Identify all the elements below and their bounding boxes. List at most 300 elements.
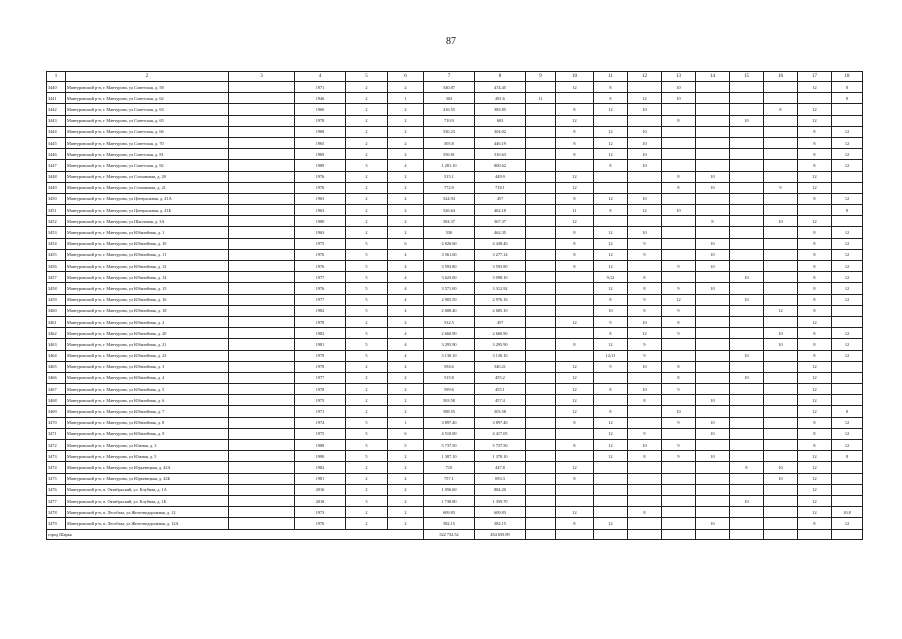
table-cell: 455.2 xyxy=(475,372,526,383)
table-cell: 1989 xyxy=(295,160,346,171)
table-cell xyxy=(526,484,556,495)
table-cell xyxy=(526,160,556,171)
table-cell xyxy=(832,182,863,193)
table-cell: 12 xyxy=(556,372,594,383)
table-cell: 8 xyxy=(798,283,832,294)
table-cell xyxy=(730,261,764,272)
table-cell: 8 xyxy=(556,339,594,350)
table-cell: Мантуровский р-н, г. Мантурово, ул Советская, д. 58 xyxy=(66,82,229,93)
table-cell: 3475 xyxy=(47,473,66,484)
table-cell xyxy=(730,305,764,316)
table-cell: Мантуровский р-н, г. Мантурово, ул Советская, д. 70 xyxy=(66,137,229,148)
table-cell: 10 xyxy=(628,227,662,238)
table-cell xyxy=(662,126,696,137)
table-cell xyxy=(556,294,594,305)
table-cell: 3 623.00 xyxy=(424,272,475,283)
table-cell xyxy=(730,316,764,327)
table-cell xyxy=(696,462,730,473)
table-cell: 1982 xyxy=(295,328,346,339)
table-cell: Мантуровский р-н, г. Мантурово, ул Юбилейная, д. 9 xyxy=(66,428,229,439)
table-cell xyxy=(229,417,295,428)
table-cell xyxy=(229,428,295,439)
table-cell: 3476 xyxy=(47,484,66,495)
table-cell: 12 xyxy=(556,216,594,227)
table-cell xyxy=(662,249,696,260)
table-cell xyxy=(764,193,798,204)
table-cell: 3440 xyxy=(47,82,66,93)
table-cell: 12 xyxy=(594,238,628,249)
table-cell xyxy=(628,529,662,540)
table-cell xyxy=(229,350,295,361)
table-cell xyxy=(526,104,556,115)
table-cell xyxy=(832,384,863,395)
table-cell: Мантуровский р-н, г. Мантурово, ул Юбилейная, д. 18 xyxy=(66,305,229,316)
table-cell: 12 xyxy=(662,294,696,305)
table-cell: 8 xyxy=(556,137,594,148)
table-cell xyxy=(229,495,295,506)
table-cell: 2 xyxy=(388,104,424,115)
table-cell: 693.3 xyxy=(475,473,526,484)
table-cell: 455.1 xyxy=(475,384,526,395)
table-cell xyxy=(526,115,556,126)
table-row xyxy=(47,126,863,137)
table-cell xyxy=(628,462,662,473)
table-cell xyxy=(229,339,295,350)
table-cell xyxy=(662,462,696,473)
table-cell: 8 xyxy=(556,440,594,451)
table-cell: 757.1 xyxy=(424,473,475,484)
table-cell: 12 xyxy=(556,361,594,372)
table-cell xyxy=(526,350,556,361)
table-cell: 582.15 xyxy=(475,518,526,529)
table-cell: 1990 xyxy=(295,451,346,462)
table-cell: 3445 xyxy=(47,137,66,148)
table-cell: 2 xyxy=(388,361,424,372)
table-cell: 9 xyxy=(594,316,628,327)
table-row xyxy=(47,283,863,294)
table-cell: 1 056.60 xyxy=(424,484,475,495)
table-cell: 8 xyxy=(628,395,662,406)
table-cell xyxy=(730,216,764,227)
table-cell: 12 xyxy=(764,305,798,316)
table-cell: 5 xyxy=(346,283,388,294)
table-cell: 2 xyxy=(346,473,388,484)
table-cell xyxy=(832,372,863,383)
table-cell: 8 xyxy=(594,294,628,305)
table-cell: 12 xyxy=(628,93,662,104)
table-cell xyxy=(832,216,863,227)
table-cell: Мантуровский р-н, г. Мантурово, ул Юрьевецкая, д. 42А xyxy=(66,462,229,473)
table-cell xyxy=(229,507,295,518)
table-cell: 1978 xyxy=(295,115,346,126)
table-cell: 15 xyxy=(730,72,764,82)
table-cell: 12 xyxy=(798,182,832,193)
table-cell xyxy=(832,495,863,506)
table-cell: 304.02 xyxy=(475,126,526,137)
table-row xyxy=(47,261,863,272)
table-cell: 5 xyxy=(346,451,388,462)
table-cell xyxy=(832,361,863,372)
table-cell: 3455 xyxy=(47,249,66,260)
housing-table xyxy=(46,71,863,540)
table-cell xyxy=(628,372,662,383)
table-cell: 18 xyxy=(832,72,863,82)
table-cell xyxy=(764,451,798,462)
table-cell xyxy=(594,171,628,182)
table-cell xyxy=(696,193,730,204)
table-cell: 8 xyxy=(798,428,832,439)
table-cell: 3 897.40 xyxy=(475,417,526,428)
table-cell: 12 xyxy=(556,171,594,182)
table-row xyxy=(47,316,863,327)
table-cell: 3 130.10 xyxy=(475,350,526,361)
table-cell: 9 xyxy=(628,294,662,305)
table-cell: 17 xyxy=(798,72,832,82)
table-cell: 2 xyxy=(388,182,424,193)
table-cell xyxy=(556,160,594,171)
table-cell: 8 xyxy=(556,417,594,428)
table-cell: 3460 xyxy=(47,305,66,316)
table-cell: 8 xyxy=(798,137,832,148)
table-row xyxy=(47,428,863,439)
table-cell: 12 xyxy=(798,451,832,462)
table-cell: 540.87 xyxy=(424,82,475,93)
table-cell: 2 xyxy=(388,406,424,417)
table-cell xyxy=(594,462,628,473)
table-cell: 9 xyxy=(662,305,696,316)
table-cell: 2 xyxy=(346,171,388,182)
table-cell xyxy=(696,294,730,305)
table-cell: 3451 xyxy=(47,205,66,216)
table-cell xyxy=(662,473,696,484)
table-cell: 8 xyxy=(556,249,594,260)
table-cell: 12 xyxy=(798,82,832,93)
table-cell xyxy=(730,227,764,238)
table-cell xyxy=(764,126,798,137)
table-cell: 800.62 xyxy=(475,160,526,171)
table-cell: 1 xyxy=(47,72,66,82)
table-cell: 4 xyxy=(388,339,424,350)
table-cell xyxy=(764,484,798,495)
table-cell: Мантуровский р-н, г. Мантурово, ул Центральная, д. 41А xyxy=(66,193,229,204)
table-cell xyxy=(628,406,662,417)
table-cell: 8 xyxy=(798,339,832,350)
table-cell xyxy=(556,93,594,104)
table-cell xyxy=(526,205,556,216)
table-cell: 2 xyxy=(388,137,424,148)
table-cell: Мантуровский р-н, г. Мантурово, ул Советская, д. 62 xyxy=(66,93,229,104)
table-cell xyxy=(832,529,863,540)
table-cell xyxy=(764,428,798,439)
table-cell: 12 xyxy=(556,462,594,473)
table-cell xyxy=(594,395,628,406)
table-cell xyxy=(730,249,764,260)
table-cell: 594.6 xyxy=(424,361,475,372)
table-cell: 8 xyxy=(832,205,863,216)
table-cell: 2 xyxy=(346,406,388,417)
table-cell: 3 312.92 xyxy=(475,283,526,294)
table-cell: 10 xyxy=(696,182,730,193)
table-cell xyxy=(764,384,798,395)
table-cell xyxy=(696,440,730,451)
table-cell: 12 xyxy=(832,126,863,137)
table-cell: 3 277.14 xyxy=(475,249,526,260)
table-cell: 1973 xyxy=(295,507,346,518)
table-cell xyxy=(662,395,696,406)
table-cell: 457.4 xyxy=(475,395,526,406)
table-cell: 5 xyxy=(346,328,388,339)
table-cell: 281.6 xyxy=(475,93,526,104)
table-cell xyxy=(662,529,696,540)
table-cell: 8 xyxy=(798,261,832,272)
table-row xyxy=(47,372,863,383)
table-cell xyxy=(662,339,696,350)
table-cell: 1976 xyxy=(295,171,346,182)
table-cell: 12 xyxy=(594,227,628,238)
table-cell: 10 xyxy=(628,440,662,451)
table-cell xyxy=(730,473,764,484)
table-row xyxy=(47,495,863,506)
table-cell xyxy=(696,507,730,518)
table-cell xyxy=(696,316,730,327)
table-cell: 8 xyxy=(798,440,832,451)
table-cell: 12 xyxy=(832,283,863,294)
table-cell: 710 xyxy=(424,462,475,473)
table-cell xyxy=(730,440,764,451)
table-cell: 10 xyxy=(696,238,730,249)
table-cell: 10 xyxy=(730,495,764,506)
table-cell: 12 xyxy=(798,361,832,372)
table-cell: 2 xyxy=(388,205,424,216)
table-cell xyxy=(764,160,798,171)
table-cell: 4 417.05 xyxy=(475,428,526,439)
table-row xyxy=(47,193,863,204)
table-cell xyxy=(764,440,798,451)
table-cell: 8 xyxy=(594,205,628,216)
table-cell xyxy=(764,361,798,372)
table-cell: 4 xyxy=(295,72,346,82)
table-cell: 530 xyxy=(424,227,475,238)
table-cell xyxy=(556,428,594,439)
table-cell: 1982 xyxy=(295,462,346,473)
table-cell: 1976 xyxy=(295,249,346,260)
table-cell: 1978 xyxy=(295,316,346,327)
table-cell: 1977 xyxy=(295,294,346,305)
table-cell: 3453 xyxy=(47,227,66,238)
table-cell: 582.15 xyxy=(424,518,475,529)
table-cell: 3 593.80 xyxy=(424,261,475,272)
table-cell: 4 xyxy=(388,350,424,361)
table-cell xyxy=(628,182,662,193)
table-cell: 12 xyxy=(798,406,832,417)
table-cell: 9 xyxy=(662,440,696,451)
table-cell: 2 xyxy=(346,507,388,518)
table-cell: Мантуровский р-н, г. Мантурово, ул Юбилейная, д. 20 xyxy=(66,328,229,339)
table-cell xyxy=(662,350,696,361)
table-cell: 5 xyxy=(346,294,388,305)
table-cell: 3461 xyxy=(47,316,66,327)
table-cell xyxy=(229,372,295,383)
table-cell: 12 xyxy=(832,328,863,339)
table-cell: 9 xyxy=(764,182,798,193)
table-cell xyxy=(526,227,556,238)
table-cell: 8 xyxy=(730,462,764,473)
table-cell: 2 xyxy=(346,462,388,473)
table-cell: 3474 xyxy=(47,462,66,473)
table-cell: 3457 xyxy=(47,272,66,283)
table-cell: 1 xyxy=(388,93,424,104)
table-cell: 2 xyxy=(346,227,388,238)
table-cell: 2 xyxy=(388,518,424,529)
table-cell: 6 xyxy=(388,428,424,439)
table-cell xyxy=(229,305,295,316)
table-cell xyxy=(526,462,556,473)
table-cell: Мантуровский р-н, г. Мантурово, ул Юбилейная, д. 11 xyxy=(66,249,229,260)
table-row xyxy=(47,462,863,473)
table-cell: 2 xyxy=(388,227,424,238)
table-cell: 383.85 xyxy=(475,104,526,115)
table-cell xyxy=(696,126,730,137)
table-cell: 3447 xyxy=(47,160,66,171)
table-cell xyxy=(764,238,798,249)
table-cell xyxy=(730,328,764,339)
page-number: 87 xyxy=(446,36,456,47)
table-cell: 2 905.50 xyxy=(424,294,475,305)
table-cell: 12 xyxy=(594,249,628,260)
table-cell xyxy=(730,361,764,372)
table-cell: 1965 xyxy=(295,137,346,148)
table-cell xyxy=(662,518,696,529)
table-cell xyxy=(229,216,295,227)
table-cell: 9 xyxy=(526,72,556,82)
table-cell: 3468 xyxy=(47,395,66,406)
table-cell: 1 xyxy=(388,417,424,428)
table-cell: Мантуровский р-н, г. Мантурово, ул Южная, д. 3 xyxy=(66,440,229,451)
table-cell: 5 737.50 xyxy=(475,440,526,451)
table-cell xyxy=(696,372,730,383)
table-cell: 8 xyxy=(594,384,628,395)
table-cell xyxy=(696,272,730,283)
table-cell xyxy=(730,193,764,204)
table-cell: 3478 xyxy=(47,507,66,518)
table-cell xyxy=(730,171,764,182)
table-cell: Мантуровский р-н, г. Мантурово, ул Центральная, д. 41Б xyxy=(66,205,229,216)
table-cell: 8 xyxy=(798,305,832,316)
table-cell: 2 xyxy=(388,451,424,462)
table-cell: 5 xyxy=(346,417,388,428)
table-cell xyxy=(229,462,295,473)
table-cell xyxy=(764,227,798,238)
table-cell xyxy=(764,137,798,148)
table-cell: 12 xyxy=(832,272,863,283)
table-cell xyxy=(730,283,764,294)
table-cell xyxy=(730,93,764,104)
table-cell: 12 xyxy=(594,193,628,204)
table-cell xyxy=(662,216,696,227)
table-cell xyxy=(556,272,594,283)
table-cell: 5 737.50 xyxy=(424,440,475,451)
table-cell: 10 xyxy=(628,104,662,115)
table-cell xyxy=(526,82,556,93)
table-cell: Мантуровский р-н, г. Мантурово, ул Юбилейная, д. 8 xyxy=(66,417,229,428)
table-cell: 1971 xyxy=(295,406,346,417)
table-cell: 10 xyxy=(696,428,730,439)
table-cell: 3 098.10 xyxy=(475,272,526,283)
table-cell: 12 xyxy=(832,417,863,428)
table-cell: 5 xyxy=(346,272,388,283)
table-cell xyxy=(730,104,764,115)
table-cell: Мантуровский р-н, г. Мантурово, ул Юбилейная, д. 14 xyxy=(66,272,229,283)
table-cell xyxy=(730,149,764,160)
table-cell xyxy=(696,93,730,104)
table-cell: 12 xyxy=(556,406,594,417)
table-cell xyxy=(229,473,295,484)
table-cell xyxy=(696,339,730,350)
table-cell xyxy=(764,93,798,104)
table-cell xyxy=(798,529,832,540)
table-cell: 8 xyxy=(764,104,798,115)
table-cell: 3479 xyxy=(47,518,66,529)
table-cell: 12 xyxy=(798,384,832,395)
table-cell xyxy=(628,115,662,126)
table-cell xyxy=(229,126,295,137)
table-cell: 4 510.00 xyxy=(424,428,475,439)
table-cell: 2 xyxy=(388,495,424,506)
table-cell: 2 660.90 xyxy=(424,328,475,339)
table-cell: 12 xyxy=(832,160,863,171)
table-cell: 302 xyxy=(424,93,475,104)
table-cell xyxy=(556,529,594,540)
table-cell xyxy=(229,137,295,148)
table-cell: Мантуровский р-н, п. Лесобаза, ул Железнодорожная, д. 12А xyxy=(66,518,229,529)
table-cell xyxy=(229,484,295,495)
table-cell xyxy=(526,171,556,182)
table-cell: 6 xyxy=(388,72,424,82)
table-cell xyxy=(526,417,556,428)
table-cell: Мантуровский р-н, п. Октябрьский, ул. Клубная, д. 1Б xyxy=(66,495,229,506)
table-row xyxy=(47,115,863,126)
table-cell: 3448 xyxy=(47,171,66,182)
table-cell: 12 xyxy=(594,261,628,272)
table-row xyxy=(47,182,863,193)
table-cell: 9 xyxy=(662,261,696,272)
table-cell: 524.94 xyxy=(424,193,475,204)
table-cell xyxy=(730,160,764,171)
table-cell: 10 xyxy=(662,93,696,104)
table-cell: 2 xyxy=(388,372,424,383)
table-cell xyxy=(556,283,594,294)
table-row xyxy=(47,171,863,182)
table-cell: 10 xyxy=(730,272,764,283)
table-cell xyxy=(229,182,295,193)
table-cell: Мантуровский р-н, г. Мантурово, ул Советская, д. 66 xyxy=(66,126,229,137)
table-row xyxy=(47,518,863,529)
table-cell xyxy=(730,339,764,350)
table-cell: 8 xyxy=(556,126,594,137)
table-cell: 12 xyxy=(832,227,863,238)
table-cell: 1975 xyxy=(295,238,346,249)
table-cell: 8 xyxy=(556,238,594,249)
table-cell: 503.58 xyxy=(475,406,526,417)
table-cell xyxy=(764,249,798,260)
table-cell xyxy=(628,484,662,495)
table-cell: 8 xyxy=(798,149,832,160)
table-cell: 9 xyxy=(628,428,662,439)
table-cell: 8 xyxy=(832,93,863,104)
table-cell: 510.63 xyxy=(475,149,526,160)
table-cell: 4 xyxy=(388,283,424,294)
table-cell: 457 xyxy=(475,193,526,204)
